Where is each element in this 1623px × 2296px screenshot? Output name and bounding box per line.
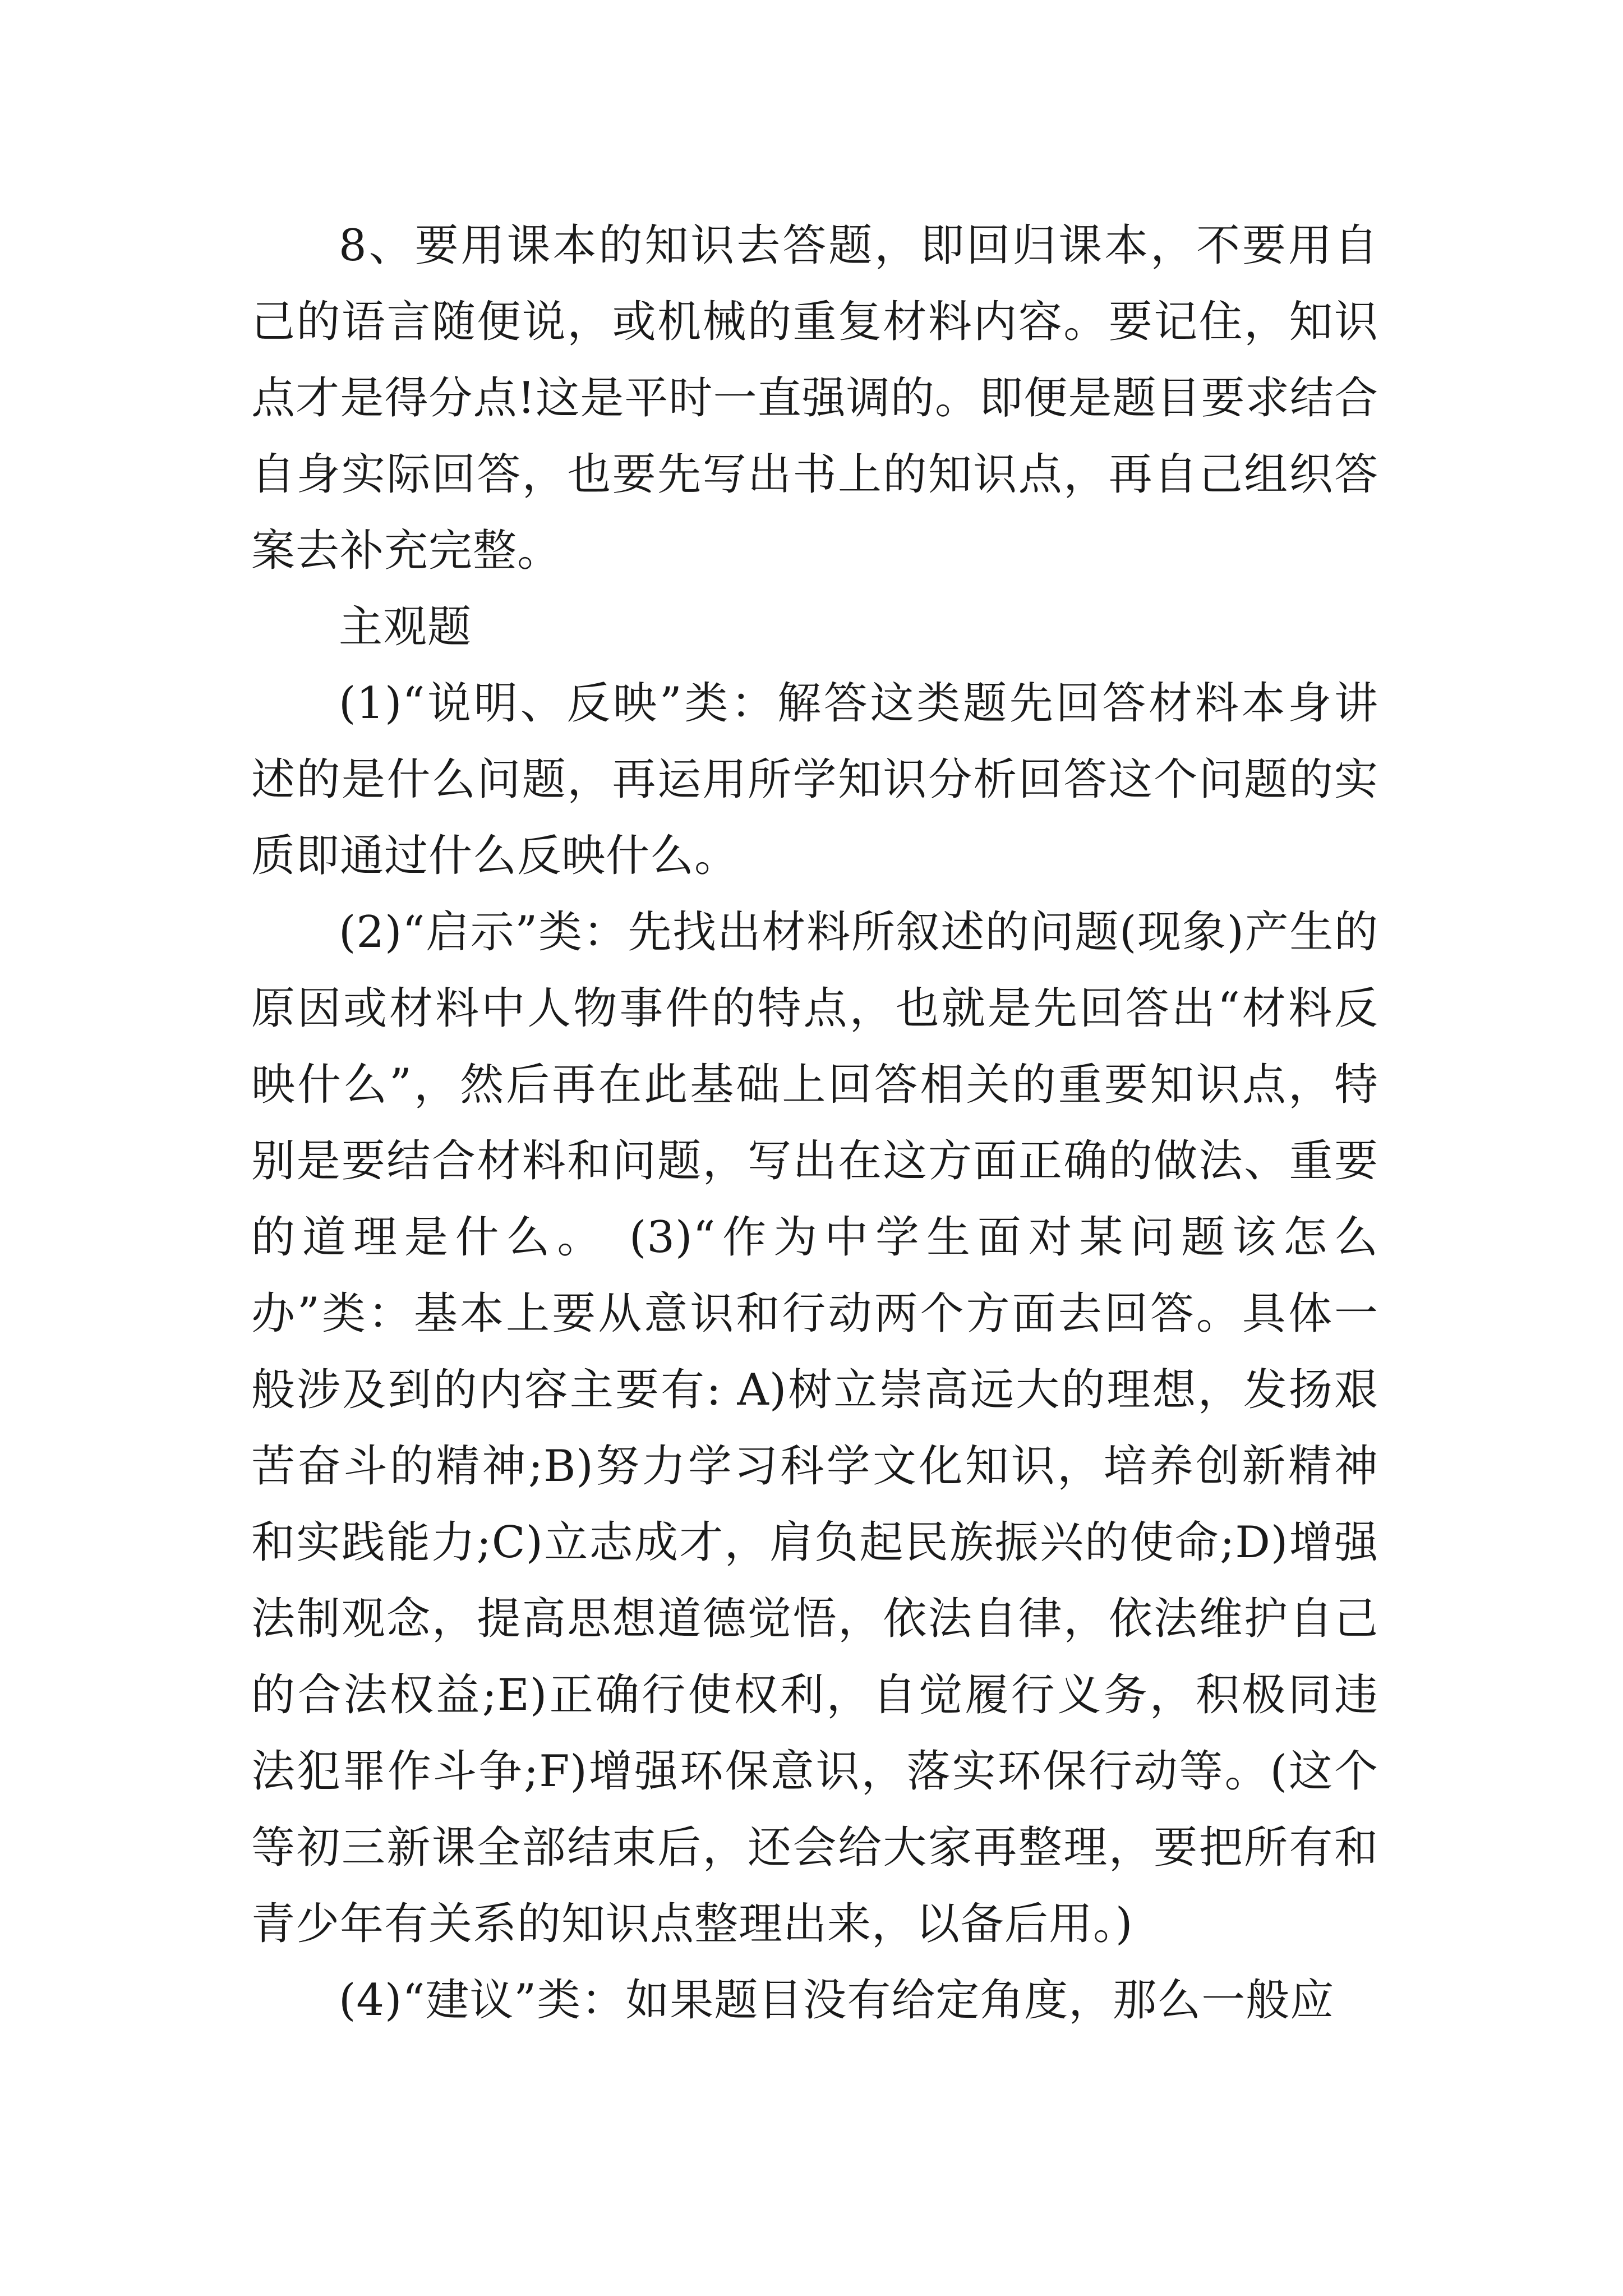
document-body <box>251 208 1378 2039</box>
paragraph-suggestion: (4)“建议”类：如果题目没有给定角度，那么一般应 <box>339 1975 1335 2026</box>
section-heading-subjective: 主观题 <box>339 602 472 652</box>
paragraph-inspiration: (2)“启示”类：先找出材料所叙述的问题(现象)产生的原因或材料中人物事件的特点，也就是先回答出“材料反映什么”，然后再在此基础上回答相关的重要知识点，特别是要结合材料和问题，写出在这方面正确的做法、重要的道理是什么。 (3)“作为中学生面对某问题该怎么办”类：基本上要从意识和行动两个方面去回答。具体一般涉及到的内容主要有: A)树立崇高远大的理想，发扬艰苦奋斗的精神;B)努力学习科学文化知识，培养创新精神和实践能力;C)立志成才，肩负起民族振兴的使命;D)增强法制观念，提高思想道德觉悟，依法自律，依法维护自己的合法权益;E)正确行使权利，自觉履行义务，积极同违法犯罪作斗争;F)增强环保意识，落实环保行动等。(这个等初三新课全部结束后，还会给大家再整理，要把所有和青少年有关系的知识点整理出来，以备后用。) <box>251 907 1378 1949</box>
paragraph-explain-reflect: (1)“说明、反映”类：解答这类题先回答材料本身讲述的是什么问题，再运用所学知识分析回答这个问题的实质即通过什么反映什么。 <box>251 678 1378 881</box>
paragraph-answer-tip-8: 8、要用课本的知识去答题，即回归课本，不要用自己的语言随便说，或机械的重复材料内容。要记住，知识点才是得分点!这是平时一直强调的。即便是题目要求结合自身实际回答，也要先写出书上的知识点，再自己组织答案去补充完整。 <box>251 220 1378 576</box>
